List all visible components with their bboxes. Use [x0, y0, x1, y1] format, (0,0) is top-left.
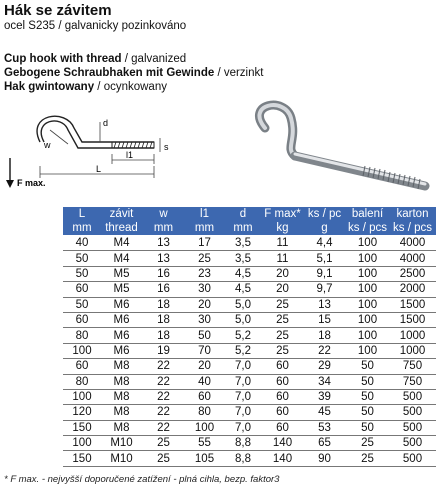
table-row [63, 266, 436, 281]
col-unit: ks / pcs [346, 221, 389, 236]
table-cell: 55 [185, 436, 224, 451]
product-photo [225, 100, 430, 205]
table-row [63, 328, 436, 343]
description-en-bold: Cup hook with thread [4, 53, 122, 65]
table-cell: 18 [142, 328, 185, 343]
table-cell: 7,0 [224, 374, 262, 389]
table-cell: 4,5 [224, 282, 262, 297]
table-cell: 13 [303, 297, 346, 312]
table-cell: 140 [262, 451, 303, 466]
col-unit: ks / pcs [389, 221, 436, 236]
table-cell: 4,5 [224, 266, 262, 281]
col-unit: mm [142, 221, 185, 236]
table-row [63, 359, 436, 374]
col-header: d [224, 207, 262, 221]
table-cell: 65 [303, 436, 346, 451]
table-row [63, 451, 436, 466]
table-cell: 60 [63, 312, 101, 327]
table-cell: 150 [63, 420, 101, 435]
table-cell: 20 [185, 359, 224, 374]
table-cell: 2000 [389, 282, 436, 297]
table-cell: 1500 [389, 297, 436, 312]
table-cell: M4 [101, 236, 142, 251]
table-cell: 80 [63, 328, 101, 343]
table-cell: 22 [142, 374, 185, 389]
table-header-row [63, 207, 436, 221]
description-en [4, 52, 186, 66]
table-cell: 100 [346, 312, 389, 327]
table-row [63, 343, 436, 358]
table-cell: 100 [346, 328, 389, 343]
table-cell: M10 [101, 451, 142, 466]
technical-drawing [4, 108, 214, 196]
col-unit: thread [101, 221, 142, 236]
table-cell: 25 [185, 251, 224, 266]
table-cell: 40 [185, 374, 224, 389]
table-cell: 50 [346, 420, 389, 435]
table-cell: 60 [262, 389, 303, 404]
table-cell: 50 [346, 389, 389, 404]
table-cell: 500 [389, 451, 436, 466]
table-cell: 9,7 [303, 282, 346, 297]
table-cell: 50 [63, 251, 101, 266]
table-cell: M8 [101, 389, 142, 404]
table-cell: 22 [142, 405, 185, 420]
table-cell: 18 [303, 328, 346, 343]
table-cell: 4000 [389, 251, 436, 266]
table-cell: 500 [389, 420, 436, 435]
table-cell: 100 [63, 343, 101, 358]
description-de-rest: / verzinkt [214, 67, 264, 79]
table-cell: 3,5 [224, 236, 262, 251]
table-cell: 34 [303, 374, 346, 389]
table-cell: 140 [262, 436, 303, 451]
table-cell: 8,8 [224, 436, 262, 451]
table-cell: 60 [63, 282, 101, 297]
table-row [63, 251, 436, 266]
table-unit-row [63, 221, 436, 236]
table-cell: M6 [101, 297, 142, 312]
table-cell: 30 [185, 282, 224, 297]
table-cell: 8,8 [224, 451, 262, 466]
table-cell: 60 [262, 420, 303, 435]
table-cell: 13 [142, 236, 185, 251]
table-cell: 50 [346, 405, 389, 420]
table-cell: 22 [142, 359, 185, 374]
table-cell: 80 [63, 374, 101, 389]
table-cell: 29 [303, 359, 346, 374]
table-cell: 5,0 [224, 312, 262, 327]
table-cell: M5 [101, 266, 142, 281]
label-d: d [103, 118, 109, 128]
table-cell: 7,0 [224, 405, 262, 420]
table-cell: 45 [303, 405, 346, 420]
table-cell: 750 [389, 374, 436, 389]
label-fmax: F max. [17, 178, 46, 188]
footnote: * F max. - nejvyšší doporučené zatížení - plná cihla, bezp. faktor3 [4, 474, 280, 485]
col-header: závit [101, 207, 142, 221]
table-cell: 16 [142, 266, 185, 281]
table-cell: 25 [346, 451, 389, 466]
label-s: s [164, 142, 169, 152]
table-cell: 500 [389, 389, 436, 404]
table-cell: 15 [303, 312, 346, 327]
table-cell: M6 [101, 343, 142, 358]
col-unit: mm [224, 221, 262, 236]
product-subtitle: ocel S235 / galvanicky pozinkováno [4, 20, 187, 32]
table-cell: 80 [185, 405, 224, 420]
description-en-rest: / galvanized [121, 53, 187, 65]
table-cell: 70 [185, 343, 224, 358]
table-cell: 2500 [389, 266, 436, 281]
col-unit: kg [262, 221, 303, 236]
table-cell: 11 [262, 236, 303, 251]
table-row [63, 297, 436, 312]
table-cell: 40 [63, 236, 101, 251]
table-row [63, 282, 436, 297]
table-row [63, 405, 436, 420]
table-cell: 60 [185, 389, 224, 404]
table-cell: 39 [303, 389, 346, 404]
description-pl-bold: Hak gwintowany [4, 81, 95, 93]
col-header: balení [346, 207, 389, 221]
table-cell: M5 [101, 282, 142, 297]
table-cell: 100 [63, 389, 101, 404]
table-cell: 5,0 [224, 297, 262, 312]
table-cell: 25 [262, 343, 303, 358]
table-cell: 50 [185, 328, 224, 343]
description-pl [4, 80, 167, 94]
table-row [63, 236, 436, 251]
table-cell: 19 [142, 343, 185, 358]
table-cell: 5,1 [303, 251, 346, 266]
table-cell: 17 [185, 236, 224, 251]
col-header: F max* [262, 207, 303, 221]
table-cell: 25 [142, 451, 185, 466]
table-cell: 30 [185, 312, 224, 327]
table-cell: M4 [101, 251, 142, 266]
table-cell: M8 [101, 359, 142, 374]
table-cell: 4000 [389, 236, 436, 251]
table-cell: 23 [185, 266, 224, 281]
table-cell: M10 [101, 436, 142, 451]
table-cell: 1000 [389, 343, 436, 358]
description-pl-rest: / ocynkowany [94, 81, 167, 93]
table-cell: M6 [101, 312, 142, 327]
spec-table [63, 207, 436, 467]
table-cell: 3,5 [224, 251, 262, 266]
table-cell: 13 [142, 251, 185, 266]
table-cell: 100 [63, 436, 101, 451]
table-cell: 90 [303, 451, 346, 466]
spec-table-body [63, 236, 436, 467]
product-title: Hák se závitem [4, 2, 112, 19]
table-cell: 120 [63, 405, 101, 420]
table-cell: 25 [142, 436, 185, 451]
table-cell: 18 [142, 312, 185, 327]
table-cell: 100 [346, 251, 389, 266]
table-cell: 7,0 [224, 420, 262, 435]
table-cell: 20 [185, 297, 224, 312]
table-cell: 750 [389, 359, 436, 374]
table-cell: 25 [262, 297, 303, 312]
table-cell: 500 [389, 405, 436, 420]
col-header: ks / pc [303, 207, 346, 221]
table-cell: 50 [63, 297, 101, 312]
table-cell: 5,2 [224, 343, 262, 358]
col-header: karton [389, 207, 436, 221]
table-cell: 4,4 [303, 236, 346, 251]
table-cell: 100 [346, 297, 389, 312]
table-cell: M8 [101, 374, 142, 389]
table-cell: 22 [142, 420, 185, 435]
table-row [63, 312, 436, 327]
col-unit: mm [185, 221, 224, 236]
table-cell: 20 [262, 282, 303, 297]
table-cell: 50 [346, 374, 389, 389]
col-header: w [142, 207, 185, 221]
table-cell: 50 [63, 266, 101, 281]
table-cell: 60 [262, 359, 303, 374]
label-w: w [44, 140, 51, 150]
table-cell: M8 [101, 405, 142, 420]
table-row [63, 374, 436, 389]
table-cell: 25 [262, 328, 303, 343]
table-cell: 25 [346, 436, 389, 451]
table-row [63, 389, 436, 404]
table-cell: 53 [303, 420, 346, 435]
label-L: L [96, 164, 102, 174]
table-cell: 105 [185, 451, 224, 466]
table-cell: 50 [346, 359, 389, 374]
table-cell: M8 [101, 420, 142, 435]
table-cell: 7,0 [224, 359, 262, 374]
table-cell: M6 [101, 328, 142, 343]
description-de-bold: Gebogene Schraubhaken mit Gewinde [4, 67, 215, 79]
table-cell: 100 [346, 343, 389, 358]
table-cell: 22 [303, 343, 346, 358]
table-cell: 7,0 [224, 389, 262, 404]
table-cell: 16 [142, 282, 185, 297]
table-cell: 1500 [389, 312, 436, 327]
table-cell: 25 [262, 312, 303, 327]
table-cell: 100 [346, 282, 389, 297]
table-cell: 5,2 [224, 328, 262, 343]
table-cell: 60 [63, 359, 101, 374]
table-cell: 60 [262, 374, 303, 389]
table-cell: 100 [346, 236, 389, 251]
table-cell: 500 [389, 436, 436, 451]
table-cell: 9,1 [303, 266, 346, 281]
table-cell: 18 [142, 297, 185, 312]
table-cell: 100 [185, 420, 224, 435]
col-header: L [63, 207, 101, 221]
label-l1: l1 [126, 150, 134, 160]
table-cell: 22 [142, 389, 185, 404]
col-header: l1 [185, 207, 224, 221]
table-cell: 150 [63, 451, 101, 466]
table-row [63, 420, 436, 435]
col-unit: g [303, 221, 346, 236]
table-cell: 60 [262, 405, 303, 420]
table-row [63, 436, 436, 451]
col-unit: mm [63, 221, 101, 236]
table-cell: 11 [262, 251, 303, 266]
table-cell: 1000 [389, 328, 436, 343]
description-de [4, 66, 263, 80]
table-cell: 20 [262, 266, 303, 281]
table-cell: 100 [346, 266, 389, 281]
